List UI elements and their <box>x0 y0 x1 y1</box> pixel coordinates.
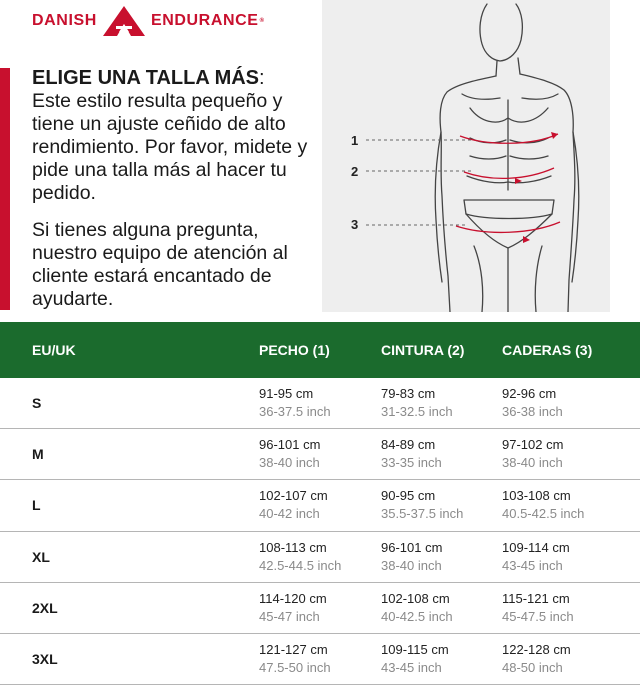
brand-mountain-icon <box>101 5 147 37</box>
table-row <box>0 634 640 685</box>
waist-inch: 31-32.5 inch <box>381 404 453 419</box>
waist-inch: 38-40 inch <box>381 557 442 573</box>
hips-inch: 40.5-42.5 inch <box>502 506 585 522</box>
size-table-body <box>0 378 640 685</box>
chest-cm: 96-101 cm <box>259 437 321 453</box>
hips-cm: 97-102 cm <box>502 437 564 453</box>
sizing-notice <box>32 66 322 311</box>
waist-cm: 84-89 cm <box>381 437 436 453</box>
notice-paragraph-1: Este estilo resulta pequeño y tiene un ajuste ceñido de alto rendimiento. Por favor, midete y pide una talla más al hacer tu pedido. <box>32 90 308 204</box>
hips-cm: 115-121 cm <box>502 590 570 606</box>
brand-logo[interactable] <box>32 6 265 36</box>
header-chest: PECHO (1) <box>259 342 330 358</box>
brand-name-right: ENDURANCE <box>150 12 259 29</box>
header-waist: CINTURA (2) <box>381 342 465 358</box>
waist-cm: 79-83 cm <box>381 386 436 401</box>
chest-cell <box>259 385 331 421</box>
hips-cell <box>502 436 563 472</box>
notice-heading: ELIGE UNA TALLA MÁS: <box>32 67 265 89</box>
waist-cell <box>381 590 453 626</box>
hips-cell <box>502 385 563 421</box>
size-label: S <box>32 395 42 411</box>
size-label: XL <box>32 548 50 565</box>
hips-cm: 92-96 cm <box>502 386 557 401</box>
marker-2: 2 <box>351 164 359 179</box>
chest-inch: 42.5-44.5 inch <box>259 557 342 573</box>
hips-inch: 38-40 inch <box>502 455 563 471</box>
chest-inch: 45-47 inch <box>259 608 320 624</box>
chest-cm: 102-107 cm <box>259 488 328 504</box>
notice-heading-colon: : <box>259 67 265 89</box>
chest-inch: 40-42 inch <box>259 506 320 522</box>
chest-cell <box>259 487 328 523</box>
waist-cell <box>381 539 442 575</box>
table-row <box>0 378 640 429</box>
accent-bar <box>0 68 10 310</box>
waist-cell <box>381 641 449 677</box>
hips-inch: 43-45 inch <box>502 557 563 573</box>
chest-cell <box>259 539 341 575</box>
waist-cm: 96-101 cm <box>381 539 443 555</box>
chest-cell <box>259 436 320 472</box>
hips-inch: 36-38 inch <box>502 404 563 419</box>
chest-inch: 47.5-50 inch <box>259 659 331 675</box>
hips-cm: 109-114 cm <box>502 539 570 555</box>
top-section <box>0 0 640 322</box>
chest-cm: 121-127 cm <box>259 641 328 657</box>
waist-cm: 102-108 cm <box>381 590 450 606</box>
waist-line <box>464 168 554 178</box>
chest-cm: 114-120 cm <box>259 590 327 606</box>
waist-cell <box>381 385 453 421</box>
hips-cell <box>502 641 571 677</box>
chest-inch: 38-40 inch <box>259 455 320 471</box>
size-label: M <box>32 446 44 463</box>
hips-inch: 48-50 inch <box>502 659 563 675</box>
measurement-figure <box>322 0 610 312</box>
waist-cell <box>381 487 463 523</box>
size-label: L <box>32 497 41 514</box>
waist-inch: 35.5-37.5 inch <box>381 506 464 522</box>
size-label: 3XL <box>32 650 58 667</box>
hips-cm: 103-108 cm <box>502 488 571 504</box>
hips-cell <box>502 590 574 626</box>
table-row <box>0 429 640 480</box>
hips-inch: 45-47.5 inch <box>502 608 574 624</box>
hips-line <box>456 222 560 232</box>
marker-1: 1 <box>351 133 359 148</box>
header-size: EU/UK <box>32 342 76 358</box>
chest-cm: 108-113 cm <box>259 539 327 555</box>
waist-inch: 33-35 inch <box>381 455 442 471</box>
notice-paragraph-2: Si tienes alguna pregunta, nuestro equipo de atención al cliente estará encantado de ayudarte. <box>32 219 288 310</box>
marker-3: 3 <box>351 217 359 232</box>
size-table-header <box>0 322 640 378</box>
chest-cm: 91-95 cm <box>259 386 314 401</box>
hips-cell <box>502 539 570 575</box>
table-row <box>0 583 640 634</box>
chest-cell <box>259 590 327 626</box>
waist-cm: 109-115 cm <box>381 641 449 657</box>
chest-cell <box>259 641 331 677</box>
trademark-symbol: ® <box>259 18 265 24</box>
header-hips: CADERAS (3) <box>502 342 593 358</box>
table-row <box>0 480 640 531</box>
chest-inch: 36-37.5 inch <box>259 404 331 419</box>
chest-line <box>460 134 558 143</box>
table-row <box>0 532 640 583</box>
size-label: 2XL <box>32 599 58 616</box>
waist-inch: 40-42.5 inch <box>381 608 453 624</box>
body-outline-illustration <box>322 0 610 312</box>
hips-cm: 122-128 cm <box>502 641 571 657</box>
waist-cm: 90-95 cm <box>381 488 436 504</box>
hips-cell <box>502 487 584 523</box>
waist-inch: 43-45 inch <box>381 659 442 675</box>
brand-name-left: DANISH <box>32 12 97 29</box>
waist-cell <box>381 436 442 472</box>
